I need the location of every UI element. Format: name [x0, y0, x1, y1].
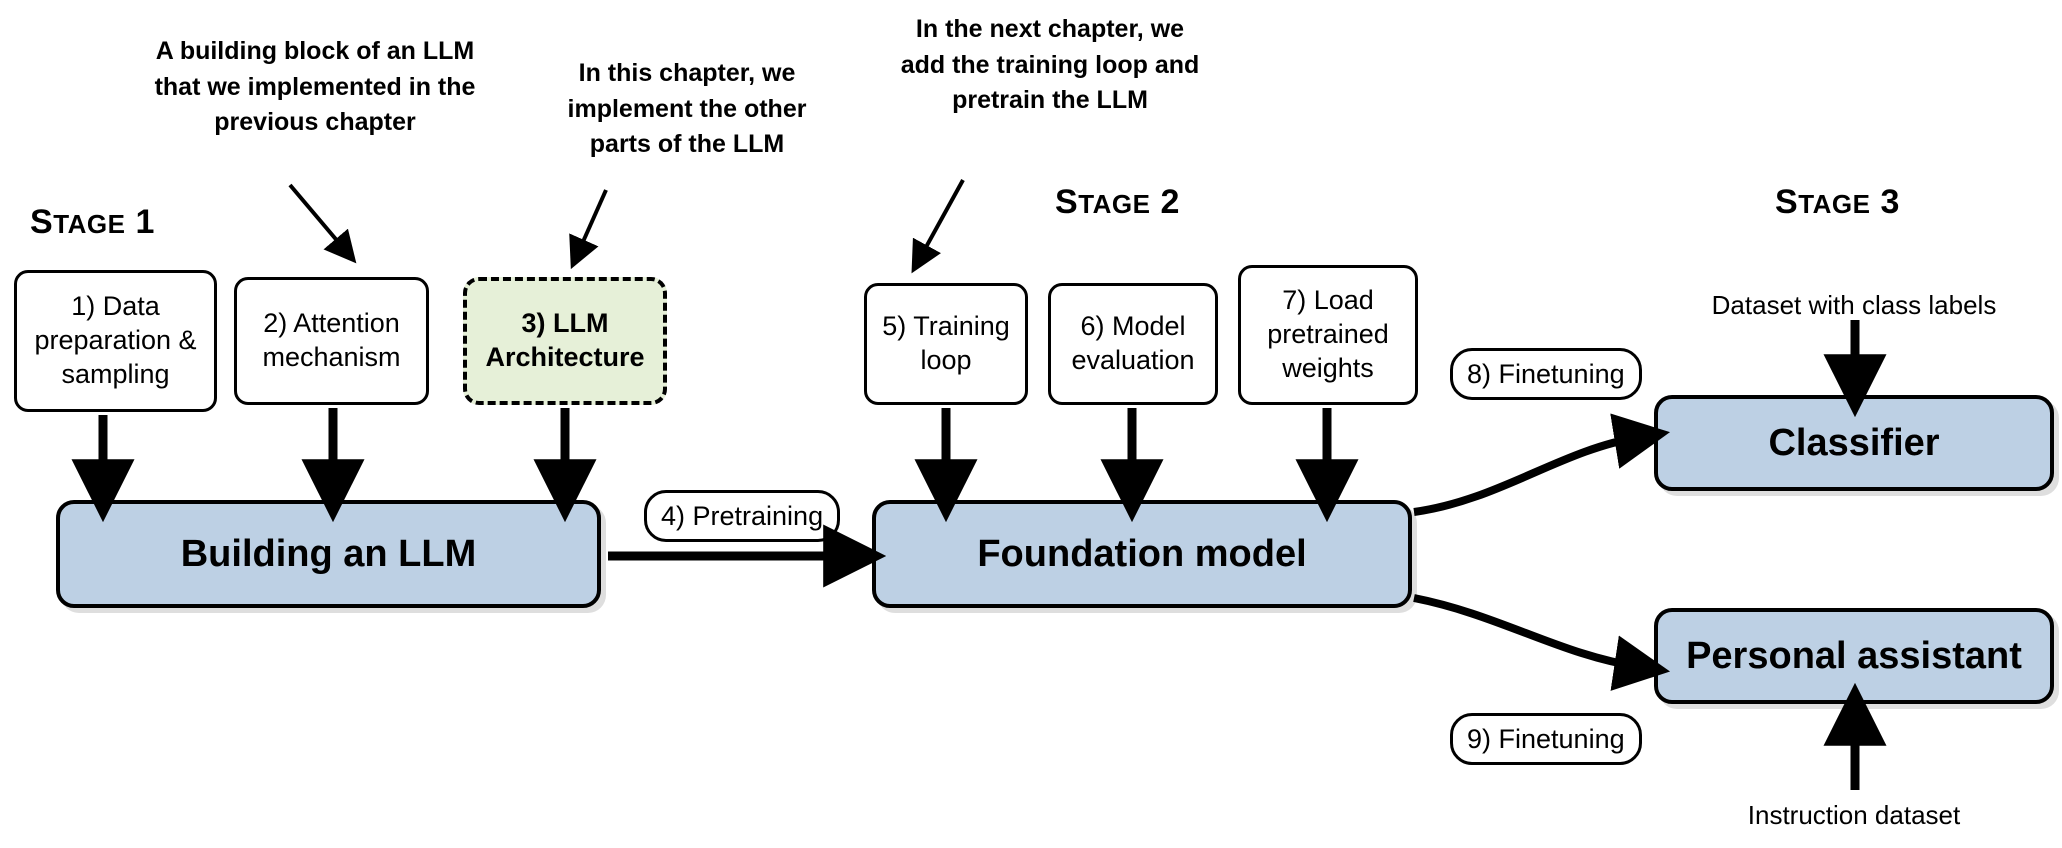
annotation-previous-chapter: A building block of an LLM that we implemented in the previous chapter [154, 37, 476, 136]
stage-2-number: 2 [1160, 183, 1180, 221]
caption-instruction-dataset: Instruction dataset [1747, 800, 1961, 830]
arrow-annotation2-to-architecture [578, 190, 606, 253]
arrow-foundation-to-personal-assistant [1414, 598, 1640, 667]
stage-2-text-rest: TAGE [1078, 189, 1151, 219]
stage-1-text: S [30, 203, 54, 241]
pill-finetuning-classifier[interactable]: 8) Finetuning [1450, 348, 1642, 400]
stage-3-text: S [1775, 183, 1799, 221]
step-box-llm-architecture[interactable]: 3) LLM Architecture [463, 277, 667, 405]
pill-pretraining[interactable]: 4) Pretraining [644, 490, 840, 542]
step-box-load-pretrained-weights[interactable]: 7) Load pretrained weights [1238, 265, 1418, 405]
box-building-an-llm[interactable]: Building an LLM [56, 500, 601, 608]
arrow-annotation1-to-attention [290, 185, 345, 250]
stage-label-3 [1775, 183, 1900, 222]
arrow-foundation-to-classifier [1414, 437, 1640, 512]
pill-finetuning-personal-assistant[interactable]: 9) Finetuning [1450, 713, 1642, 765]
step-box-data-preparation[interactable]: 1) Data preparation & sampling [14, 270, 217, 412]
stage-1-number: 1 [135, 203, 155, 241]
box-personal-assistant[interactable]: Personal assistant [1654, 608, 2054, 704]
step-box-attention-mechanism[interactable]: 2) Attention mechanism [234, 277, 429, 405]
stage-2-text: S [1055, 183, 1079, 221]
stage-3-number: 3 [1880, 183, 1900, 221]
arrow-annotation3-to-training-loop [920, 180, 963, 258]
annotation-next-chapter: In the next chapter, we add the training loop and pretrain the LLM [900, 15, 1200, 114]
annotation-this-chapter: In this chapter, we implement the other parts of the LLM [567, 59, 807, 158]
stage-label-1 [30, 203, 155, 242]
stage-1-text-rest: TAGE [53, 209, 126, 239]
box-classifier[interactable]: Classifier [1654, 395, 2054, 491]
stage-label-2 [1055, 183, 1180, 222]
caption-dataset-with-class-labels: Dataset with class labels [1711, 290, 1997, 320]
step-box-training-loop[interactable]: 5) Training loop [864, 283, 1028, 405]
stage-3-text-rest: TAGE [1798, 189, 1871, 219]
box-foundation-model[interactable]: Foundation model [872, 500, 1412, 608]
step-box-model-evaluation[interactable]: 6) Model evaluation [1048, 283, 1218, 405]
